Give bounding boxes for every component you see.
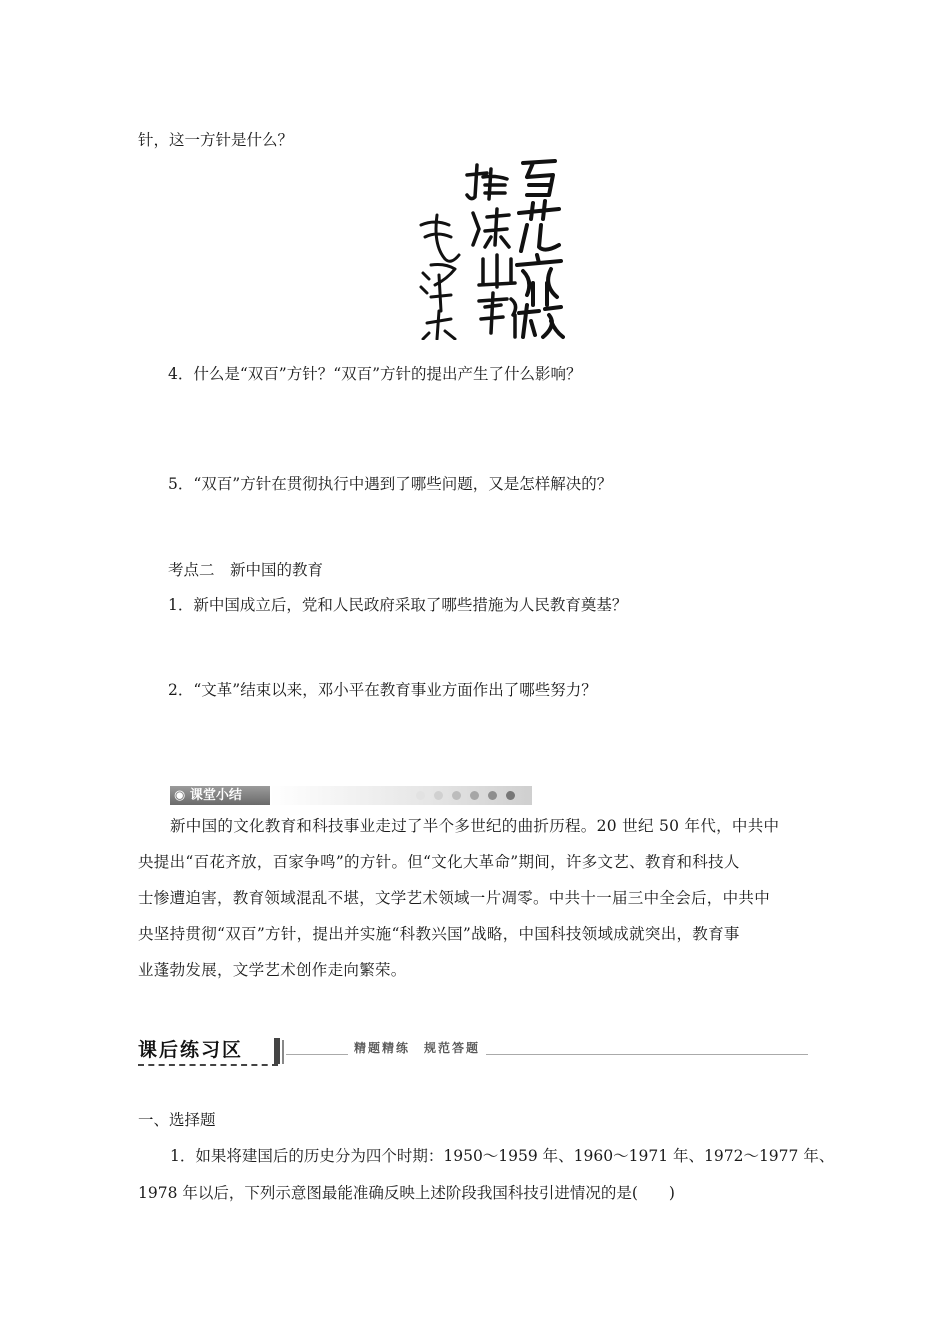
summary-dot xyxy=(470,791,479,800)
summary-dot xyxy=(506,791,515,800)
summary-dot xyxy=(452,791,461,800)
point-2-question-1: 1．新中国成立后，党和人民政府采取了哪些措施为人民教育奠基？ xyxy=(168,596,628,614)
after-class-header xyxy=(138,1036,808,1066)
summary-header xyxy=(170,786,532,805)
after-class-title: 课后练习区 xyxy=(138,1039,244,1061)
after-class-subtitle: 精题精练 规范答题 xyxy=(348,1039,486,1056)
summary-text-line: 央提出“百花齐放，百家争鸣”的方针。但“文化大革命”期间，许多文艺、教育和科技人 xyxy=(138,853,740,871)
summary-text-line: 士惨遭迫害，教育领域混乱不堪，文学艺术领域一片凋零。中共十一届三中全会后，中共中 xyxy=(138,889,771,907)
after-class-bar-thin xyxy=(282,1040,284,1064)
after-class-underline xyxy=(138,1064,278,1066)
summary-label: ◉ 课堂小结 xyxy=(170,786,270,805)
summary-dot xyxy=(434,791,443,800)
question-5: 5．“双百”方针在贯彻执行中遇到了哪些问题，又是怎样解决的？ xyxy=(168,475,613,493)
question-4: 4．什么是“双百”方针？“双百”方针的提出产生了什么影响？ xyxy=(168,365,582,383)
point-2-question-2: 2．“文革”结束以来，邓小平在教育事业方面作出了哪些努力？ xyxy=(168,681,597,699)
summary-dot xyxy=(416,791,425,800)
intro-line: 针，这一方针是什么？ xyxy=(138,131,294,149)
section-1-heading: 一、选择题 xyxy=(138,1111,216,1129)
section-1-question-1-line-1: 1．如果将建国后的历史分为四个时期：1950～1959 年、1960～1971 年、1972～1977 年、 xyxy=(170,1147,835,1165)
section-1-question-1-line-2: 1978 年以后，下列示意图最能准确反映上述阶段我国科技引进情况的是( ) xyxy=(138,1184,675,1202)
after-class-bar xyxy=(274,1038,280,1064)
summary-text-line: 新中国的文化教育和科技事业走过了半个多世纪的曲折历程。20 世纪 50 年代，中共中 xyxy=(170,817,780,835)
summary-text-line: 央坚持贯彻“双百”方针，提出并实施“科教兴国”战略，中国科技领域成就突出，教育事 xyxy=(138,925,740,943)
calligraphy-image xyxy=(415,155,565,340)
summary-dot xyxy=(488,791,497,800)
point-2-heading: 考点二 新中国的教育 xyxy=(168,561,324,579)
summary-paragraph xyxy=(138,808,828,988)
summary-text-line: 业蓬勃发展，文学艺术创作走向繁荣。 xyxy=(138,961,407,979)
